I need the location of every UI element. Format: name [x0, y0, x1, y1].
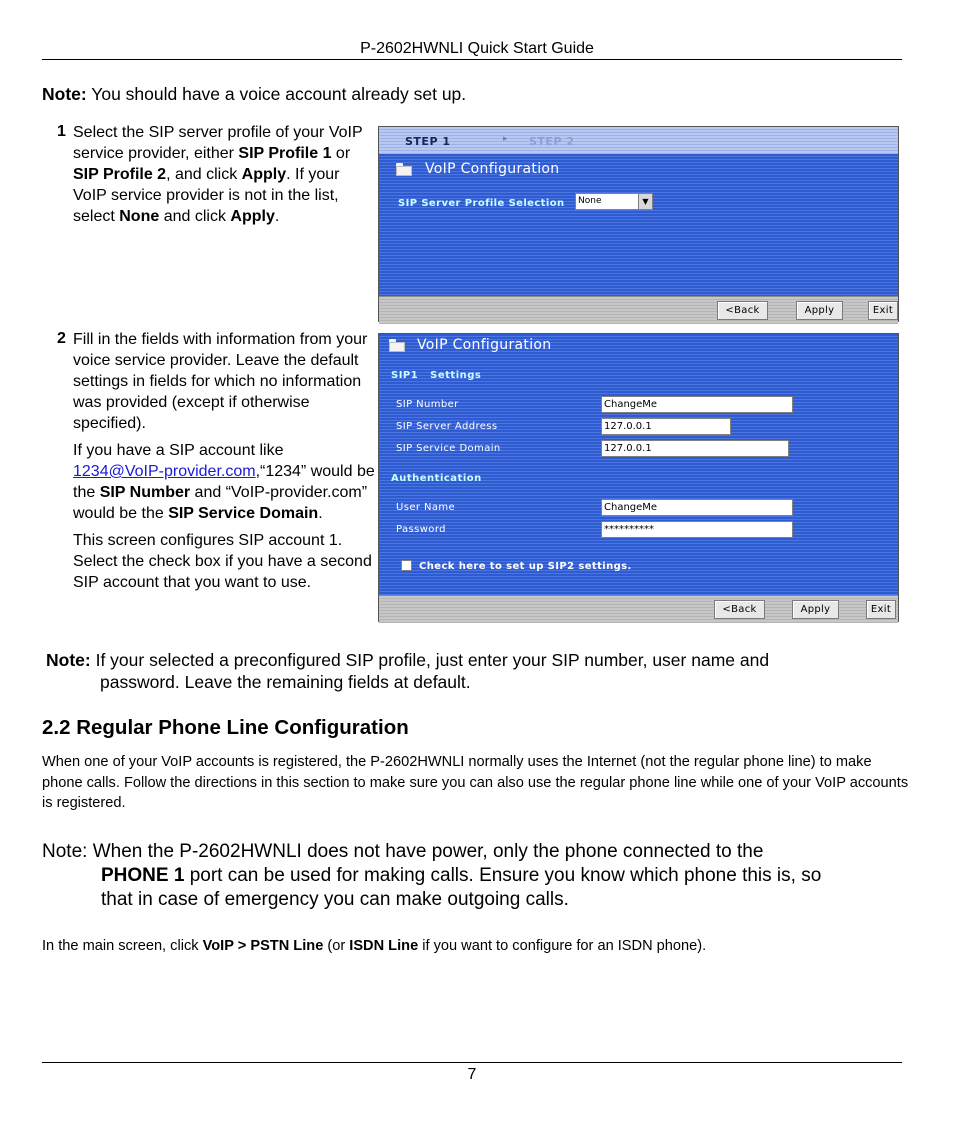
text-run: (or — [323, 938, 350, 954]
authentication-heading: Authentication — [391, 473, 482, 484]
menu-path: ISDN Line — [349, 938, 419, 954]
service-domain-field[interactable]: 127.0.0.1 — [601, 440, 789, 457]
selected-value: None — [578, 196, 602, 206]
text-run: or — [331, 145, 351, 162]
text-run: . — [318, 505, 323, 522]
panel-title: VoIP Configuration — [425, 161, 560, 177]
voip-profile-screenshot — [378, 126, 899, 322]
exit-button[interactable]: Exit — [868, 301, 898, 320]
note-line-1: Note: When the P-2602HWNLI does not have power, only the phone connected to the — [42, 841, 764, 862]
document-header-title: P-2602HWNLI Quick Start Guide — [360, 40, 594, 57]
header-rule — [42, 59, 902, 60]
back-button[interactable]: <Back — [717, 301, 768, 320]
server-address-field[interactable]: 127.0.0.1 — [601, 418, 731, 435]
wizard-step-2: STEP 2 — [529, 135, 575, 148]
bold-run: SIP Number — [99, 484, 191, 501]
wizard-step-1: STEP 1 — [405, 135, 451, 148]
bold-run: Apply — [230, 208, 275, 225]
text-run: . — [274, 208, 280, 225]
panel-title: VoIP Configuration — [417, 337, 552, 353]
step-2-instructions — [73, 329, 377, 599]
note-line-1 — [46, 649, 769, 671]
apply-button[interactable]: Apply — [792, 600, 839, 619]
password-field[interactable]: ********** — [601, 521, 793, 538]
text-run: If you have a SIP account like — [73, 442, 284, 459]
bold-run: SIP Service Domain — [168, 505, 319, 522]
exit-button[interactable]: Exit — [866, 600, 896, 619]
note-power — [42, 840, 821, 912]
text-run: if you want to configure for an ISDN phone). — [418, 938, 707, 954]
bold-run: SIP Profile 1 — [238, 145, 332, 162]
chevron-down-icon: ▼ — [638, 194, 652, 209]
step-2-paragraph: Fill in the fields with information from your voice service provider. Leave the default settings in fields for which no information was provided (except if otherwise specified). — [73, 331, 368, 432]
section-paragraph: When one of your VoIP accounts is registered, the P-2602HWNLI normally uses the Internet (not the regular phone line) to make phone calls. Follow the directions in this section to make sure you can also use the regular phone line while one of your VoIP accounts is registered. — [42, 754, 909, 811]
note-text: If your selected a preconfigured SIP profile, just enter your SIP number, user name and — [90, 650, 770, 670]
bold-run: PHONE 1 — [101, 865, 185, 886]
sip-profile-select[interactable] — [575, 193, 653, 210]
username-label: User Name — [396, 502, 456, 513]
step-number: 1 — [57, 123, 66, 140]
profile-selection-label: SIP Server Profile Selection — [398, 198, 565, 209]
note-label: Note: — [42, 84, 87, 104]
step-number: 2 — [57, 330, 66, 347]
text-run: and click — [159, 208, 231, 225]
note-line-2 — [42, 864, 821, 888]
text-run: ,“1234” would be the — [73, 463, 375, 501]
service-domain-label: SIP Service Domain — [396, 443, 501, 454]
text-run: and “VoIP-provider.com” would be the — [73, 484, 368, 522]
sip2-checkbox-label: Check here to set up SIP2 settings. — [419, 561, 632, 572]
page-number: 7 — [467, 1066, 477, 1083]
footer-rule — [42, 1062, 902, 1063]
sip-settings-screenshot — [378, 333, 899, 622]
username-field[interactable]: ChangeMe — [601, 499, 793, 516]
text-run: . If your VoIP service provider is not in the list, select — [73, 166, 340, 225]
button-bar — [379, 296, 898, 324]
back-button[interactable]: <Back — [714, 600, 765, 619]
text-run: port can be used for making calls. Ensure you know which phone this is, so — [184, 865, 822, 886]
folder-icon — [396, 163, 412, 176]
password-label: Password — [396, 524, 446, 535]
step-1-instructions — [73, 122, 377, 227]
note-line-3: that in case of emergency you can make outgoing calls. — [101, 889, 569, 910]
sip1-section-heading — [391, 370, 481, 381]
text-run: Select the SIP server profile of your VoIP service provider, either — [73, 124, 363, 162]
final-instruction — [42, 938, 706, 954]
bold-run: None — [119, 208, 160, 225]
example-sip-link[interactable]: 1234@VoIP-provider.com — [73, 463, 256, 480]
step-2-paragraph: This screen configures SIP account 1. Select the check box if you have a second SIP account that you want to use. — [73, 532, 372, 591]
server-address-label: SIP Server Address — [396, 421, 498, 432]
note-prerequisite — [42, 84, 466, 105]
text-run: , and click — [166, 166, 242, 183]
section-part: SIP1 — [391, 370, 419, 381]
step-arrow-icon: ▸ — [503, 134, 508, 144]
folder-icon — [389, 339, 405, 352]
text-run: In the main screen, click — [42, 938, 203, 954]
note-line-2: password. Leave the remaining fields at default. — [100, 672, 471, 692]
apply-button[interactable]: Apply — [796, 301, 843, 320]
note-text: You should have a voice account already set up. — [86, 84, 467, 104]
note-label: Note: — [46, 650, 91, 670]
sip-number-label: SIP Number — [396, 399, 459, 410]
bold-run: SIP Profile 2 — [73, 166, 167, 183]
note-preconfigured — [46, 649, 769, 693]
step-2-example — [73, 440, 377, 524]
bold-run: Apply — [241, 166, 287, 183]
menu-path: VoIP > PSTN Line — [202, 938, 324, 954]
wizard-step-bar — [379, 127, 898, 154]
button-bar — [379, 595, 898, 623]
section-heading: 2.2 Regular Phone Line Configuration — [42, 716, 409, 739]
sip-number-field[interactable]: ChangeMe — [601, 396, 793, 413]
sip2-checkbox[interactable] — [401, 560, 412, 571]
section-part: Settings — [430, 370, 482, 381]
